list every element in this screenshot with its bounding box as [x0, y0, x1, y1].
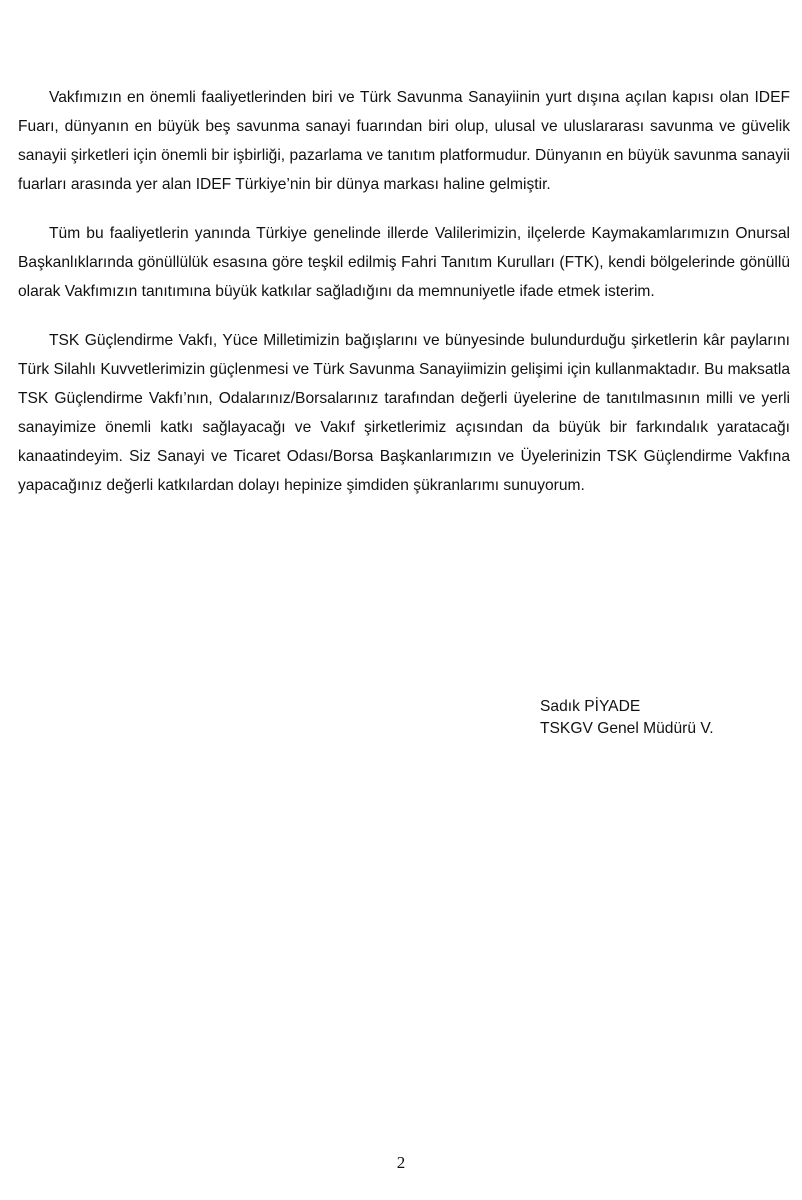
signatory-name: Sadık PİYADE — [540, 698, 641, 715]
paragraph-tskgv: TSK Güçlendirme Vakfı, Yüce Milletimizin bağışlarını ve bünyesinde bulundurduğu şirketlerin kâr paylarını Türk Silahlı Kuvvetlerimizin güçlenmesi ve Türk Savunma Sanayiimizin gelişimi için kullanmaktadır. Bu maksatla TSK Güçlendirme Vakfı’nın, Odalarınız/Borsalarınız tarafından değerli üyelerine de tanıtılmasının milli ve yerli sanayimize önemli katkı sağlayacağı ve Vakıf şirketlerimiz açısından da büyük bir farkındalık yaratacağı kanaatindeyim. Siz Sanayi ve Ticaret Odası/Borsa Başkanlarımızın ve Üyelerinizin TSK Güçlendirme Vakfına yapacağınız değerli katkılardan dolayı hepinize şimdiden şükranlarımı sunuyorum. — [18, 332, 790, 494]
letter-body — [18, 83, 790, 520]
signatory-title: TSKGV Genel Müdürü V. — [540, 720, 714, 737]
paragraph-idef: Vakfımızın en önemli faaliyetlerinden biri ve Türk Savunma Sanayiinin yurt dışına açılan kapısı olan IDEF Fuarı, dünyanın en büyük beş savunma sanayi fuarından biri olup, ulusal ve uluslararası savunma ve güvelik sanayii şirketleri için önemli bir işbirliği, pazarlama ve tanıtım platformudur. Dünyanın en büyük savunma sanayii fuarları arasında yer alan IDEF Türkiye’nin bir dünya markası haline gelmiştir. — [18, 89, 790, 193]
signature-block — [540, 696, 714, 740]
paragraph-ftk: Tüm bu faaliyetlerin yanında Türkiye genelinde illerde Valilerimizin, ilçelerde Kaymakamlarımızın Onursal Başkanlıklarında gönüllülük esasına göre teşkil edilmiş Fahri Tanıtım Kurulları (FTK), kendi bölgelerinde gönüllü olarak Vakfımızın tanıtımına büyük katkılar sağladığını da memnuniyetle ifade etmek isterim. — [18, 225, 790, 300]
page-number: 2 — [396, 1153, 406, 1172]
